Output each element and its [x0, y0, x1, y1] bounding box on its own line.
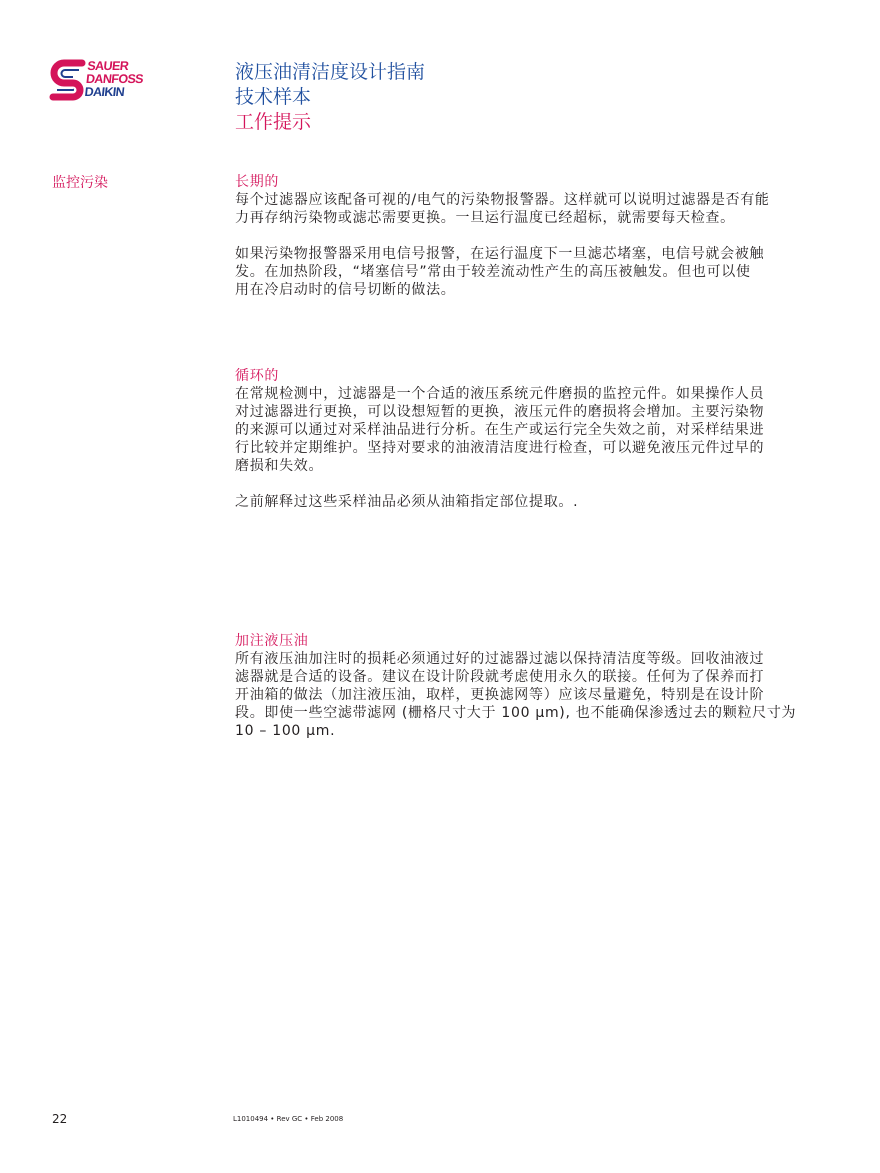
sidebar-topic-label: 监控污染 — [52, 175, 108, 191]
paragraph — [235, 245, 795, 299]
section-long-term — [235, 173, 795, 299]
paragraph — [235, 385, 795, 475]
document-subtitle: 技术样本 — [235, 86, 312, 108]
section-cyclic — [235, 367, 795, 511]
logo-line-danfoss: DANFOSS — [85, 72, 144, 86]
paragraph-line: 段。即使一些空滤带滤网 (栅格尺寸大于 100 µm), 也不能确保渗透过去的颗粒尺寸为 — [235, 705, 797, 721]
paragraph — [235, 650, 795, 740]
paragraph-line: 开油箱的做法（加注液压油，取样，更换滤网等）应该尽量避免，特别是在设计阶 — [235, 687, 765, 703]
paragraph-line: 之前解释过这些采样油品必须从油箱指定部位提取。. — [235, 494, 579, 510]
section-heading: 循环的 — [235, 368, 280, 384]
paragraph-line: 用在冷启动时的信号切断的做法。 — [235, 282, 456, 298]
paragraph-line: 每个过滤器应该配备可视的/电气的污染物报警器。这样就可以说明过滤器是否有能 — [235, 192, 770, 208]
paragraph-line: 10 – 100 µm. — [235, 723, 336, 739]
paragraph — [235, 191, 795, 227]
document-header — [235, 60, 425, 135]
paragraph-line: 如果污染物报警器采用电信号报警，在运行温度下一旦滤芯堵塞，电信号就会被触 — [235, 246, 765, 262]
page-number: 22 — [52, 1112, 68, 1126]
paragraph-line: 力再存纳污染物或滤芯需要更换。一旦运行温度已经超标，就需要每天检查。 — [235, 210, 735, 226]
document-title: 液压油清洁度设计指南 — [235, 61, 426, 83]
paragraph-line: 在常规检测中，过滤器是一个合适的液压系统元件磨损的监控元件。如果操作人员 — [235, 386, 765, 402]
sauer-danfoss-logo-emblem — [49, 58, 87, 102]
section-heading: 加注液压油 — [235, 633, 309, 649]
paragraph-line: 滤器就是合适的设备。建议在设计阶段就考虑使用永久的联接。任何为了保养而打 — [235, 669, 765, 685]
paragraph-line: 行比较并定期维护。坚持对要求的油液清洁度进行检查，可以避免液压元件过早的 — [235, 440, 765, 456]
paragraph-line: 对过滤器进行更换，可以设想短暂的更换，液压元件的磨损将会增加。主要污染物 — [235, 404, 765, 420]
logo-wordmark — [84, 60, 145, 99]
paragraph-line: 所有液压油加注时的损耗必须通过好的过滤器过滤以保持清洁度等级。回收油液过 — [235, 651, 765, 667]
section-heading: 长期的 — [235, 174, 280, 190]
section-filling-hydraulic-oil — [235, 632, 795, 740]
paragraph-line: 发。在加热阶段，“堵塞信号”常由于较差流动性产生的高压被触发。但也可以使 — [235, 264, 751, 280]
paragraph — [235, 493, 795, 511]
paragraph-line: 磨损和失效。 — [235, 458, 324, 474]
logo-line-sauer: SAUER — [86, 59, 129, 73]
logo-line-daikin: DAIKIN — [83, 85, 125, 99]
document-code: L1010494 • Rev GC • Feb 2008 — [233, 1115, 344, 1123]
paragraph-line: 的来源可以通过对采样油品进行分析。在生产或运行完全失效之前，对采样结果进 — [235, 422, 765, 438]
document-section-title: 工作提示 — [235, 111, 312, 133]
